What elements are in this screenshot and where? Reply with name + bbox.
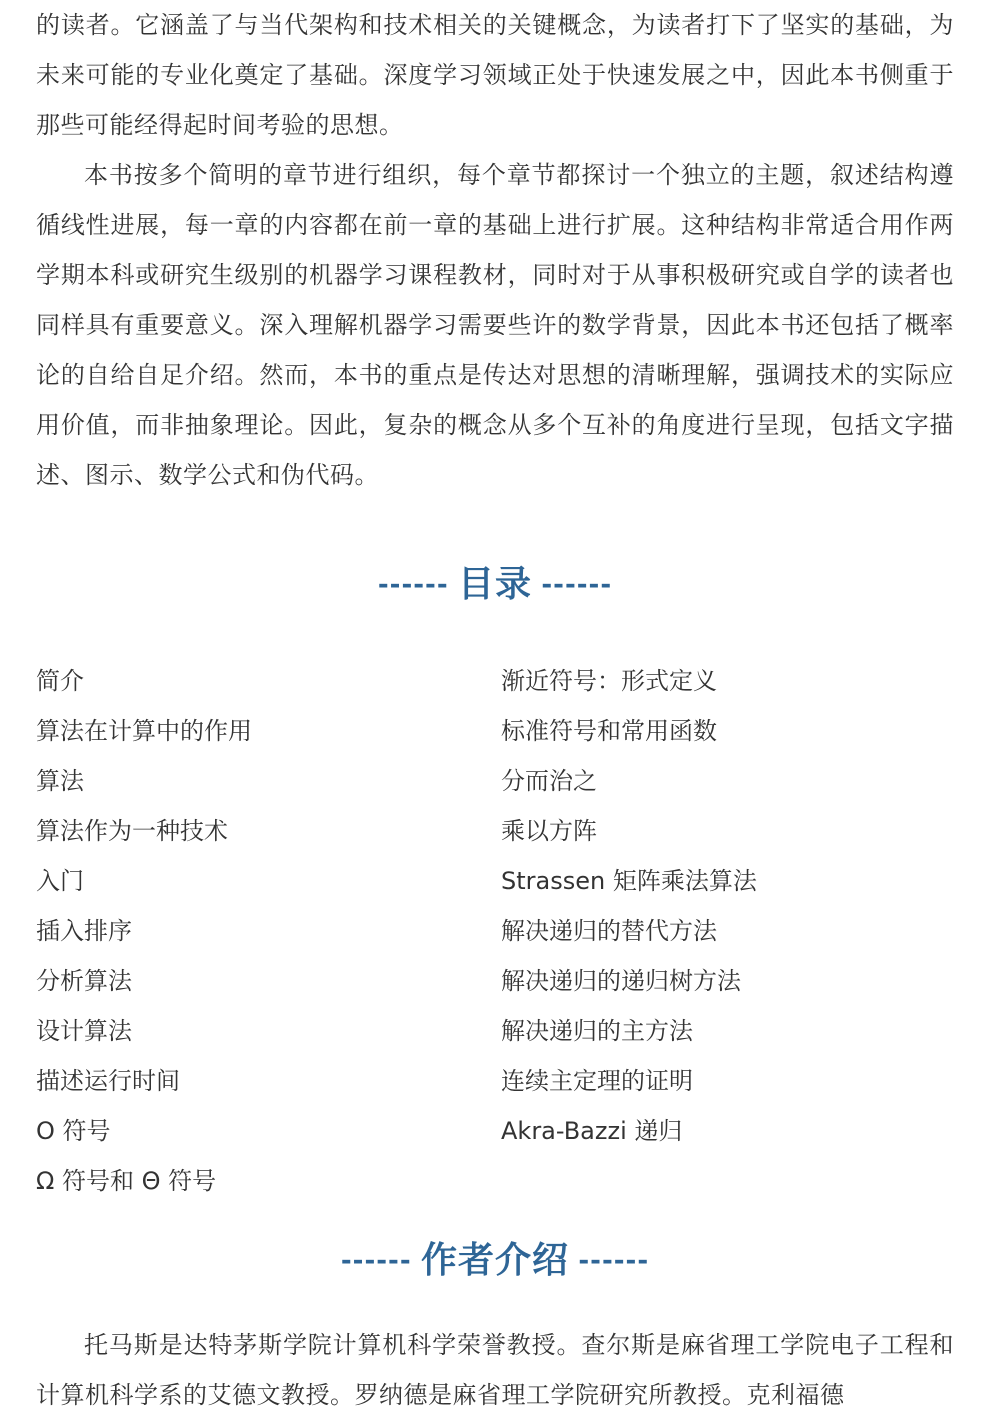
intro-section: [0, 0, 990, 500]
toc-item: 算法在计算中的作用: [36, 717, 252, 745]
intro-paragraph-2: 本书按多个简明的章节进行组织，每个章节都探讨一个独立的主题，叙述结构遵循线性进展，每一章的内容都在前一章的基础上进行扩展。这种结构非常适合用作两学期本科或研究生级别的机器学习课程教材，同时对于从事积极研究或自学的读者也同样具有重要意义。深入理解机器学习需要些许的数学背景，因此本书还包括了概率论的自给自足介绍。然而，本书的重点是传达对思想的清晰理解，强调技术的实际应用价值，而非抽象理论。因此，复杂的概念从多个互补的角度进行呈现，包括文字描述、图示、数学公式和伪代码。: [36, 161, 954, 489]
toc-item: 标准符号和常用函数: [501, 717, 717, 745]
toc-heading: [0, 554, 990, 614]
toc-item: 分析算法: [36, 967, 132, 995]
toc-item: 连续主定理的证明: [501, 1067, 693, 1095]
toc-heading-dash-right: ------: [541, 570, 613, 600]
toc-column-left: [36, 656, 476, 1206]
intro-paragraph-1: 的读者。它涵盖了与当代架构和技术相关的关键概念，为读者打下了坚实的基础，为未来可能的专业化奠定了基础。深度学习领域正处于快速发展之中，因此本书侧重于那些可能经得起时间考验的思想。: [36, 11, 954, 139]
toc-list: [0, 656, 990, 1216]
toc-item: 简介: [36, 667, 84, 695]
author-heading-dash-right: ------: [578, 1246, 650, 1276]
toc-item: 渐近符号：形式定义: [501, 667, 717, 695]
toc-item: 乘以方阵: [501, 817, 597, 845]
toc-item: 插入排序: [36, 917, 132, 945]
toc-item: 设计算法: [36, 1017, 132, 1045]
author-heading: [0, 1230, 990, 1290]
author-heading-label: 作者介绍: [420, 1240, 569, 1281]
author-heading-dash-left: ------: [340, 1246, 412, 1276]
toc-item: 解决递归的主方法: [501, 1017, 693, 1045]
toc-item: 算法: [36, 767, 84, 795]
author-paragraph: 托马斯是达特茅斯学院计算机科学荣誉教授。查尔斯是麻省理工学院电子工程和计算机科学系的艾德文教授。罗纳德是麻省理工学院研究所教授。克利福德: [36, 1331, 954, 1409]
toc-item: Strassen 矩阵乘法算法: [501, 867, 757, 895]
toc-heading-dash-left: ------: [377, 570, 449, 600]
toc-item: 分而治之: [501, 767, 597, 795]
toc-item: 解决递归的递归树方法: [501, 967, 741, 995]
toc-item: 算法作为一种技术: [36, 817, 228, 845]
toc-item: 描述运行时间: [36, 1067, 180, 1095]
toc-item: 解决递归的替代方法: [501, 917, 717, 945]
author-section: [0, 1320, 990, 1420]
toc-heading-label: 目录: [457, 564, 532, 605]
toc-item: O 符号: [36, 1117, 111, 1145]
toc-item: Ω 符号和 Θ 符号: [36, 1167, 217, 1195]
toc-column-right: [501, 656, 951, 1156]
toc-item: 入门: [36, 867, 84, 895]
toc-item: Akra-Bazzi 递归: [501, 1117, 683, 1145]
